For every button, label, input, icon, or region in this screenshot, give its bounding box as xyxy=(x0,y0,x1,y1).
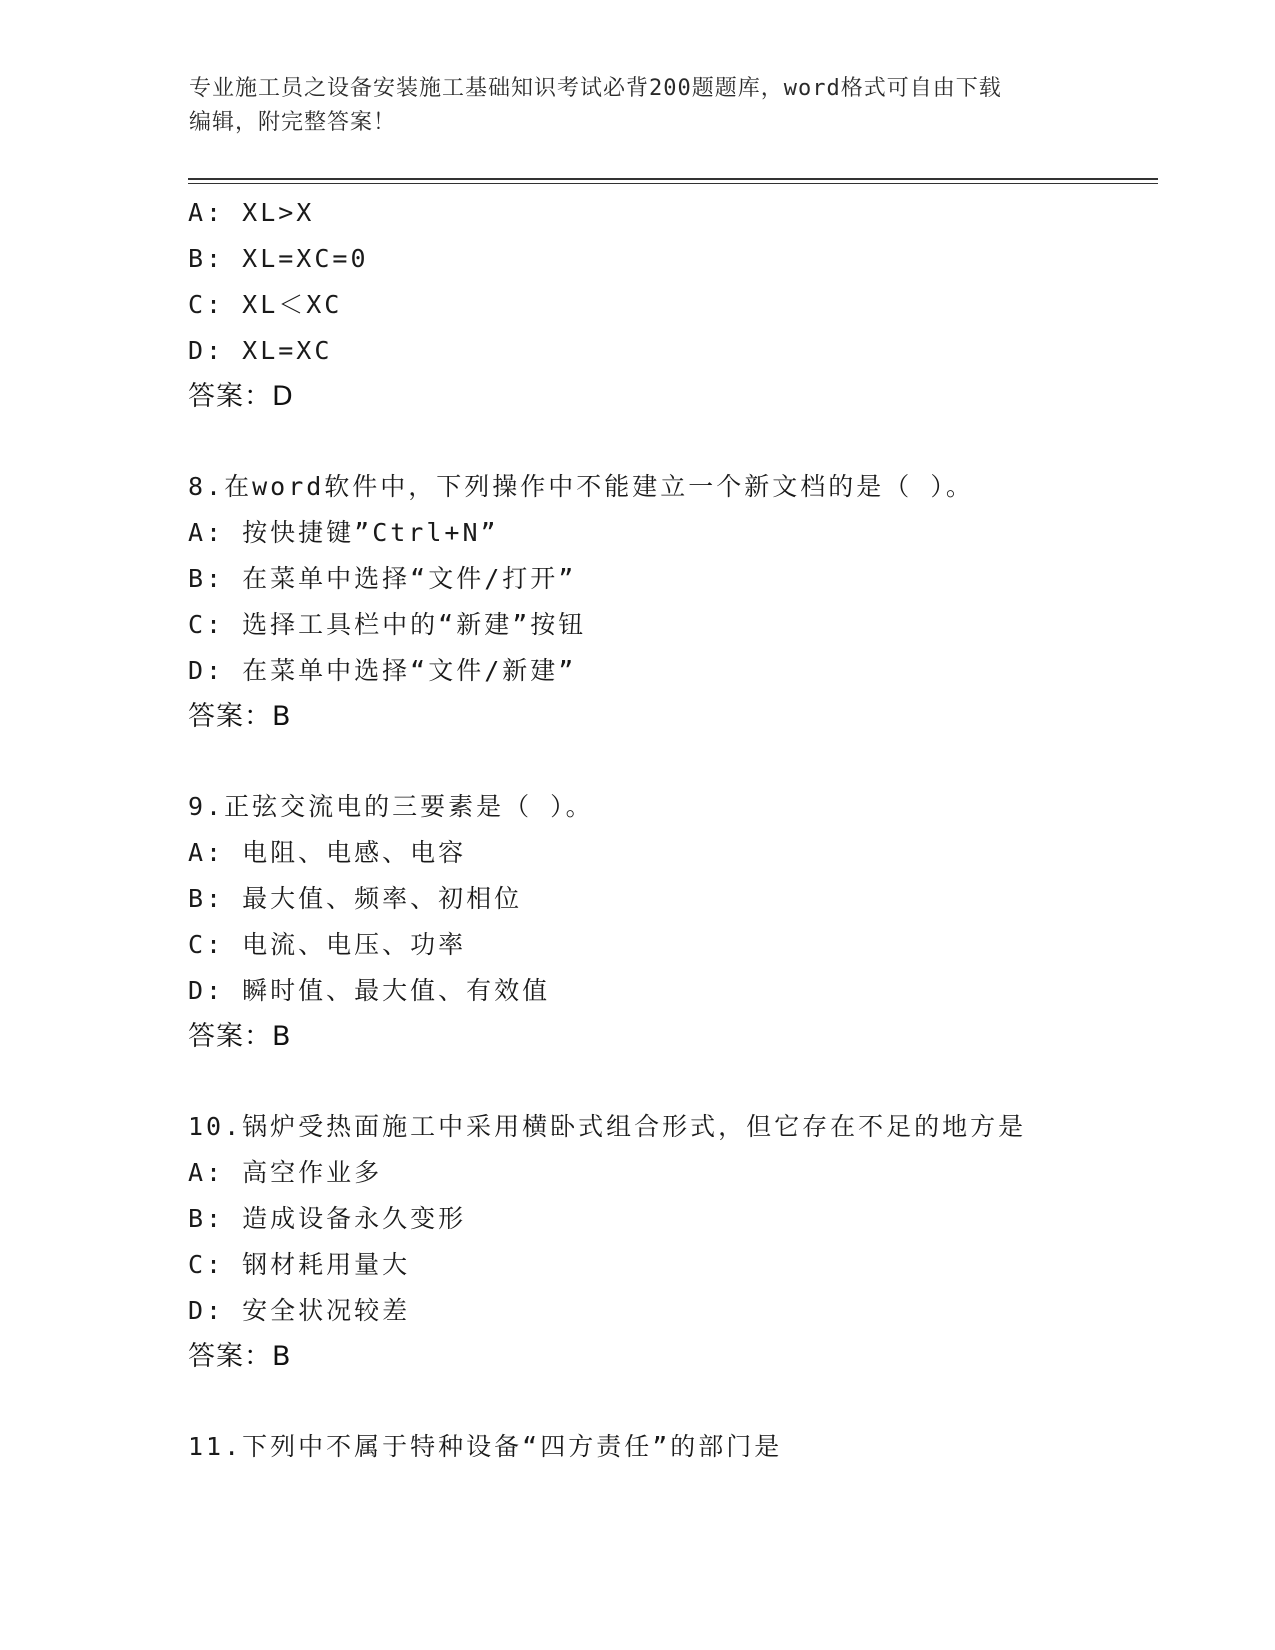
option-c: C: 钢材耗用量大 xyxy=(188,1250,411,1279)
question-block-11 xyxy=(188,1424,1148,1470)
spacer xyxy=(188,740,1148,784)
question-text: 8.在word软件中，下列操作中不能建立一个新文档的是（ ）。 xyxy=(188,472,974,501)
option-b: B: 造成设备永久变形 xyxy=(188,1204,467,1233)
option-a: A: 按快捷键”Ctrl+N” xyxy=(188,518,499,547)
option-a: A: XL>X xyxy=(188,198,315,227)
option-a: A: 电阻、电感、电容 xyxy=(188,838,467,867)
option-d: D: 在菜单中选择“文件/新建” xyxy=(188,656,577,685)
question-text: 10.锅炉受热面施工中采用横卧式组合形式，但它存在不足的地方是 xyxy=(188,1112,1027,1141)
header-title-line-2: 编辑，附完整答案！ xyxy=(189,110,397,135)
header-divider xyxy=(188,178,1158,185)
question-text: 11.下列中不属于特种设备“四方责任”的部门是 xyxy=(188,1432,783,1461)
option-b: B: 在菜单中选择“文件/打开” xyxy=(188,564,577,593)
spacer xyxy=(188,1380,1148,1424)
question-block-8 xyxy=(188,464,1148,740)
document-header xyxy=(189,72,1079,140)
question-block-10 xyxy=(188,1104,1148,1380)
option-b: B: XL=XC=0 xyxy=(188,244,369,273)
question-list xyxy=(188,190,1148,1470)
answer-line: 答案：D xyxy=(188,381,294,412)
answer-line: 答案：B xyxy=(188,701,292,732)
divider-thick-line xyxy=(188,178,1158,180)
option-d: D: 瞬时值、最大值、有效值 xyxy=(188,976,551,1005)
option-c: C: 电流、电压、功率 xyxy=(188,930,467,959)
option-a: A: 高空作业多 xyxy=(188,1158,383,1187)
spacer xyxy=(188,420,1148,464)
option-d: D: 安全状况较差 xyxy=(188,1296,411,1325)
spacer xyxy=(188,1060,1148,1104)
option-b: B: 最大值、频率、初相位 xyxy=(188,884,523,913)
answer-line: 答案：B xyxy=(188,1341,292,1372)
option-c: C: 选择工具栏中的“新建”按钮 xyxy=(188,610,587,639)
divider-thin-line xyxy=(188,183,1158,184)
question-block-9 xyxy=(188,784,1148,1060)
answer-line: 答案：B xyxy=(188,1021,292,1052)
question-block-7 xyxy=(188,190,1148,420)
header-title-line-1: 专业施工员之设备安装施工基础知识考试必背200题题库，word格式可自由下载 xyxy=(189,76,1002,101)
option-c: C: XL＜XC xyxy=(188,290,343,319)
option-d: D: XL=XC xyxy=(188,336,333,365)
question-text: 9.正弦交流电的三要素是（ ）。 xyxy=(188,792,594,821)
